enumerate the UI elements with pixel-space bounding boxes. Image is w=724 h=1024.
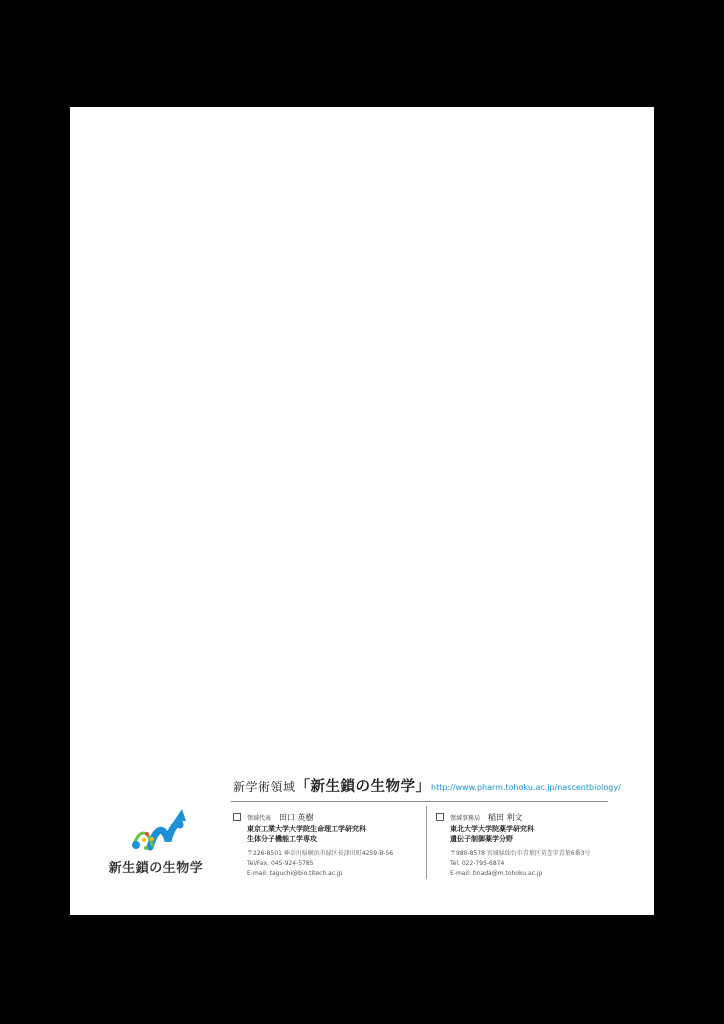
document-page [70, 107, 654, 915]
department [450, 824, 616, 844]
address-block [450, 849, 616, 879]
representative-contact [233, 807, 413, 879]
header-project-name: 「新生鎖の生物学」 [295, 779, 431, 795]
logo-arrow-icon [106, 807, 206, 857]
project-logo [106, 807, 206, 882]
website-url[interactable]: http://www.pharm.tohoku.ac.jp/nascentbiology/ [431, 783, 621, 792]
email-address[interactable]: E-mail: taguchi@bio.titech.ac.jp [247, 870, 343, 877]
phone-number: Tel/Fax. 045-924-5785 [247, 860, 314, 867]
header-divider [231, 801, 608, 802]
postal-address: 〒980-8578 宮城県仙台市青葉区荒巻字青葉6番3号 [450, 850, 591, 857]
column-divider [426, 806, 427, 879]
checkbox-icon [436, 813, 444, 821]
department-line: 東京工業大学大学院生命理工学研究科 [247, 825, 366, 833]
phone-number: Tel. 022-795-6874 [450, 860, 505, 867]
department-line: 東北大学大学院薬学研究科 [450, 825, 534, 833]
logo-text: 新生鎖の生物学 [108, 861, 204, 876]
department-line: 生体分子機能工学専攻 [247, 835, 317, 843]
department [247, 824, 413, 844]
person-name: 稲田 利文 [488, 813, 523, 822]
postal-address: 〒226-8501 神奈川県横浜市緑区長津田町4259-B-56 [247, 850, 394, 857]
role-label: 領域事務局 [450, 815, 481, 822]
header-prefix: 新学術領域 [233, 780, 296, 794]
header-title [233, 775, 431, 796]
checkbox-icon [233, 813, 241, 821]
secretariat-contact [436, 807, 616, 879]
role-label: 領域代表 [247, 815, 272, 822]
department-line: 遺伝子制御薬学分野 [450, 835, 513, 843]
email-address[interactable]: E-mail: tinada@m.tohoku.ac.jp [450, 870, 543, 877]
person-name: 田口 英樹 [279, 813, 314, 822]
address-block [247, 849, 413, 879]
